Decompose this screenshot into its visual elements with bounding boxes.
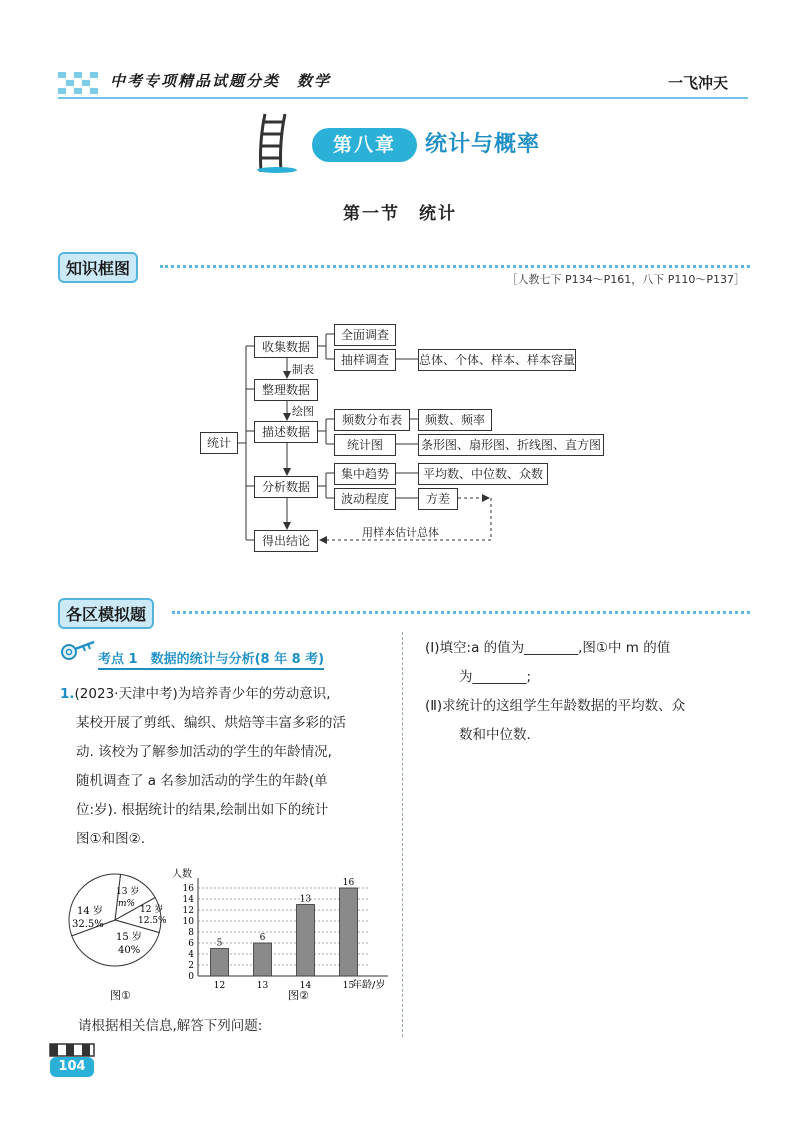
diagram-step-analyze: 分析数据 [254, 476, 318, 498]
diagram-root: 统计 [200, 432, 238, 454]
bar-chart [172, 867, 388, 1002]
question-line-4: 随机调查了 a 名参加活动的学生的年龄(单 [76, 773, 328, 789]
page-flag-decoration [48, 1042, 98, 1058]
question-prompt: 请根据相关信息,解答下列问题: [78, 1018, 263, 1034]
question-line-5: 位:岁). 根据统计的结果,绘制出如下的统计 [76, 802, 329, 818]
edge-label-make-table: 制表 [292, 363, 314, 376]
diagram-step-organize: 整理数据 [254, 379, 318, 401]
question-figures [60, 860, 400, 1010]
column-divider [402, 632, 403, 1037]
bar-category-label: 13 [256, 981, 269, 991]
bar-ytick: 8 [188, 928, 194, 938]
mock-dotted-rule [172, 611, 750, 614]
chapter-badge: 第八章 [312, 128, 417, 162]
diagram-freq-concepts: 频数、频率 [418, 409, 492, 431]
diagram-chart-types: 条形图、扇形图、折线图、直方图 [418, 434, 604, 456]
diagram-spread: 波动程度 [334, 488, 396, 510]
pie-caption: 图① [110, 989, 131, 1002]
question-parts [425, 634, 755, 750]
pie-label-13: 13 岁 [116, 887, 140, 897]
bar-14 [297, 905, 315, 977]
question-line-6: 图①和图②. [76, 831, 145, 847]
diagram-central-measures: 平均数、中位数、众数 [418, 463, 548, 485]
bar-category-label: 14 [299, 981, 312, 991]
diagram-step-describe: 描述数据 [254, 421, 318, 443]
question-number: 1. [60, 686, 75, 702]
question-1-stem [60, 680, 400, 854]
diagram-central-tendency: 集中趋势 [334, 463, 396, 485]
diagram-stat-chart: 统计图 [334, 434, 396, 456]
diagram-sampling-concepts: 总体、个体、样本、样本容量 [418, 349, 576, 371]
pie-value-12: 12.5% [138, 916, 167, 926]
edge-label-draw: 绘图 [292, 405, 314, 418]
section-title: 第一节 统计 [343, 204, 457, 224]
bar-ytick: 6 [188, 939, 194, 949]
bar-value-label: 5 [216, 938, 223, 949]
diagram-sample-survey: 抽样调查 [334, 349, 396, 371]
bar-ytick: 12 [182, 906, 194, 916]
bar-ytick: 16 [182, 884, 194, 894]
bar-ytick: 2 [188, 961, 194, 971]
bar-ytick: 0 [188, 972, 194, 982]
bar-ytick: 14 [182, 895, 194, 905]
question-line-2: 某校开展了剪纸、编织、烘焙等丰富多彩的活 [76, 715, 346, 731]
diagram-variance: 方差 [418, 488, 458, 510]
diagram-full-survey: 全面调查 [334, 324, 396, 346]
diagram-freq-table: 频数分布表 [334, 409, 410, 431]
mock-section-label: 各区模拟题 [58, 598, 154, 629]
key-icon [60, 638, 96, 664]
edge-label-estimate: 用样本估计总体 [362, 526, 439, 539]
diagram-step-collect: 收集数据 [254, 336, 318, 358]
bar-xlabel: 年龄/岁 [352, 980, 386, 991]
bar-12 [211, 949, 229, 977]
keypoint-title: 考点 1 数据的统计与分析(8 年 8 考) [98, 648, 324, 670]
bar-value-label: 6 [259, 933, 266, 943]
knowledge-section-label: 知识框图 [58, 252, 138, 283]
pie-value-13: m% [118, 899, 136, 909]
diagram-step-conclude: 得出结论 [254, 530, 318, 552]
bar-value-label: 13 [299, 894, 312, 905]
header-brand: 一飞冲天 [668, 74, 729, 92]
bar-caption: 图② [288, 989, 309, 1002]
bar-ylabel: 人数 [172, 869, 192, 880]
part1-line2: 为________; [459, 669, 532, 685]
bar-ytick: 4 [188, 950, 194, 960]
pie-value-14: 32.5% [72, 919, 104, 930]
pie-label-12: 12 岁 [140, 905, 164, 915]
bar-category-label: 15 [342, 981, 355, 991]
pie-value-15: 40% [118, 945, 141, 956]
bar-15 [340, 888, 358, 976]
question-line-3: 动. 该校为了解参加活动的学生的年龄情况, [76, 744, 332, 760]
question-line-1: (2023·天津中考)为培养青少年的劳动意识, [74, 686, 331, 702]
pie-label-14: 14 岁 [77, 906, 103, 917]
part1-line1: (Ⅰ)填空:a 的值为________,图①中 m 的值 [425, 640, 671, 656]
bar-13 [254, 943, 272, 976]
pie-label-15: 15 岁 [116, 932, 142, 943]
header-series-title: 中考专项精品试题分类 数学 [110, 72, 332, 90]
bar-ytick: 10 [182, 917, 194, 927]
chapter-title: 统计与概率 [425, 132, 541, 157]
pie-chart [69, 874, 167, 1002]
bar-value-label: 16 [342, 878, 355, 888]
part2-line1: (Ⅱ)求统计的这组学生年龄数据的平均数、众 [425, 698, 686, 714]
textbook-reference: ［人教七下 P134～P161，八下 P110～P137］ [506, 273, 745, 286]
bar-category-label: 12 [213, 981, 226, 991]
page-number: 104 [50, 1057, 94, 1077]
part2-line2: 数和中位数. [459, 727, 531, 743]
